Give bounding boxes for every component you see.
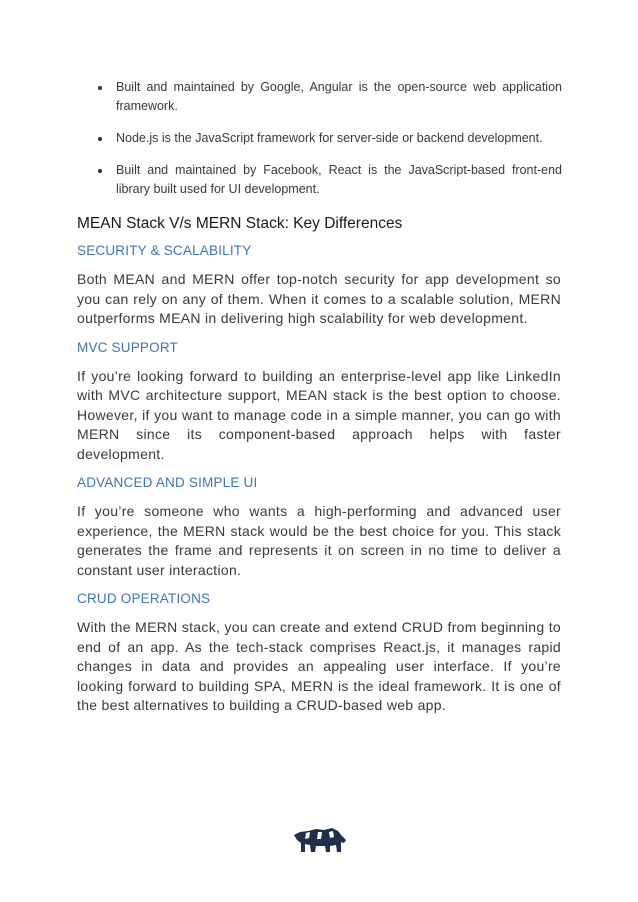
- subheading-security: SECURITY & SCALABILITY: [77, 243, 252, 258]
- bullet-text: Built and maintained by Facebook, React is the JavaScript-based front-end library built used for UI development.: [116, 163, 562, 196]
- paragraph-ui: If you’re someone who wants a high-performing and advanced user experience, the MERN stack would be the best choice for you. This stack generates the frame and represents it on screen in no time to deliver a constant user interaction.: [77, 503, 561, 578]
- bullet-text: Node.js is the JavaScript framework for server-side or backend development.: [116, 131, 543, 145]
- bullet-dot-icon: [98, 169, 102, 173]
- subheading-ui: ADVANCED AND SIMPLE UI: [77, 475, 258, 490]
- bullet-item-nodejs: [96, 129, 562, 148]
- bullet-item-angular: [96, 78, 562, 116]
- section-heading: MEAN Stack V/s MERN Stack: Key Differences: [77, 215, 403, 232]
- bullet-dot-icon: [98, 137, 102, 141]
- bullet-dot-icon: [98, 86, 102, 90]
- paragraph-mvc: If you’re looking forward to building an enterprise-level app like LinkedIn with MVC architecture support, MEAN stack is the best option to choose. However, if you want to manage code in a simple manner, you can go with MERN since its component-based approach helps with faster development.: [77, 367, 561, 462]
- bullet-text: Built and maintained by Google, Angular is the open-source web application framework.: [116, 80, 562, 113]
- bullet-item-react: [96, 161, 562, 199]
- subheading-mvc: MVC SUPPORT: [77, 339, 178, 355]
- subheading-crud: CRUD OPERATIONS: [77, 591, 211, 606]
- framework-bullet-list: [96, 78, 562, 212]
- paragraph-security: Both MEAN and MERN offer top-notch security for app development so you can rely on any of them. When it comes to a scalable solution, MERN outperforms MEAN in delivering high scalability for web development.: [77, 271, 561, 326]
- bear-logo-icon: [294, 826, 346, 854]
- paragraph-crud: With the MERN stack, you can create and extend CRUD from beginning to end of an app. As the tech-stack comprises React.js, it manages rapid changes in data and provides an appealing user interface. If you’re looking forward to building SPA, MERN is the ideal framework. It is one of the best alternatives to building a CRUD-based web app.: [77, 619, 561, 713]
- comparison-section: [77, 213, 561, 725]
